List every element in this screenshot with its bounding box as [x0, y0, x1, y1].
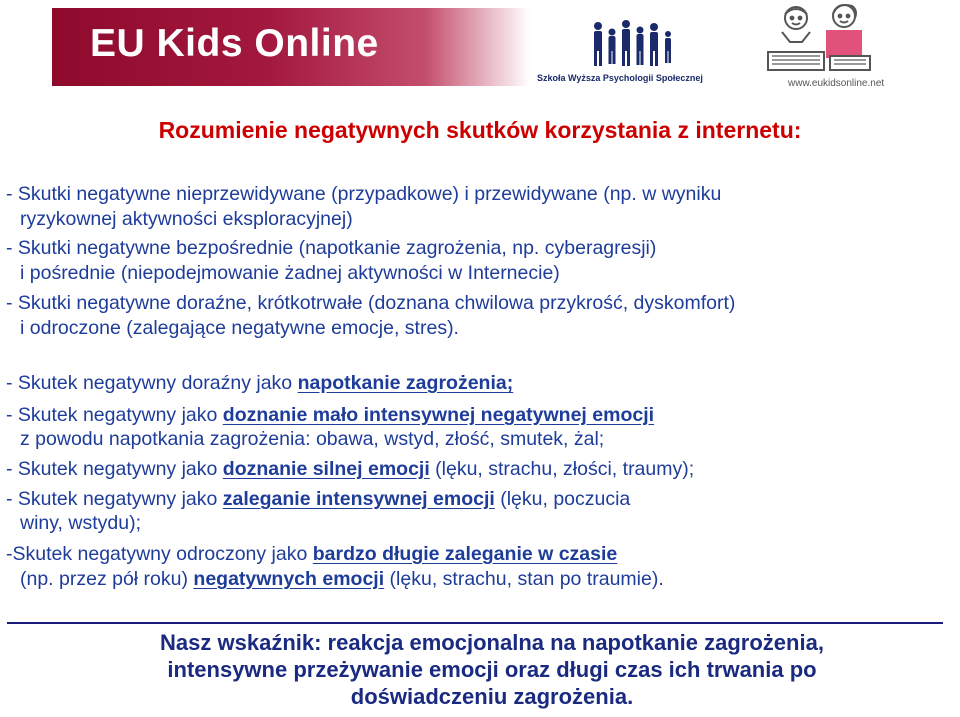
body-line-1: - Skutki negatywne nieprzewidywane (przypadkowe) i przewidywane (np. w wyniku	[6, 183, 722, 205]
effect-line-e2	[20, 570, 664, 590]
effect-c-detail: (lęku, strachu, złości, traumy);	[429, 458, 695, 480]
effect-e-text: -Skutek negatywny odroczony jako	[6, 543, 313, 565]
effect-d-text: - Skutek negatywny jako	[6, 488, 223, 510]
effect-a-emphasis: napotkanie zagrożenia;	[297, 372, 514, 394]
body-line-3: - Skutki negatywne bezpośrednie (napotkanie zagrożenia, np. cyberagresji)	[6, 237, 657, 259]
effect-c-text: - Skutek negatywny jako	[6, 458, 223, 480]
effect-line-b2: z powodu napotkania zagrożenia: obawa, wstyd, złość, smutek, żal;	[20, 428, 605, 450]
effect-a-text: - Skutek negatywny doraźny jako	[6, 372, 298, 394]
effect-d-emphasis: zaleganie intensywnej emocji	[222, 488, 495, 510]
effect-line-c	[6, 460, 694, 480]
conclusion-line-2: intensywne przeżywanie emocji oraz długi czas ich trwania po	[167, 657, 817, 682]
effect-line-e	[6, 545, 617, 565]
eu-kids-online-banner	[52, 8, 530, 86]
effect-line-d2: winy, wstydu);	[20, 512, 141, 534]
effect-b-emphasis: doznanie mało intensywnej negatywnej emocji	[222, 404, 655, 426]
children-at-computer-illustration	[760, 2, 880, 78]
page-title: Rozumienie negatywnych skutków korzystania z internetu:	[158, 117, 802, 143]
website-url: www.eukidsonline.net	[788, 78, 885, 89]
conclusion-line-3: doświadczeniu zagrożenia.	[350, 684, 634, 709]
effect-c-emphasis: doznanie silnej emocji	[222, 458, 430, 480]
people-group-icon	[590, 20, 680, 72]
banner-title: EU Kids Online	[90, 22, 379, 65]
body-line-5: - Skutki negatywne doraźne, krótkotrwałe (doznana chwilowa przykrość, dyskomfort)	[6, 292, 736, 314]
effect-d-detail: (lęku, poczucia	[494, 488, 631, 510]
effect-e-emphasis: bardzo długie zaleganie w czasie	[312, 543, 618, 565]
effect-e2-text: (np. przez pół roku)	[20, 568, 194, 590]
effect-b-text: - Skutek negatywny jako	[6, 404, 223, 426]
body-line-4: i pośrednie (niepodejmowanie żadnej aktywności w Internecie)	[20, 262, 560, 284]
swps-name: Szkoła Wyższa Psychologii Społecznej	[537, 73, 703, 83]
section-divider	[7, 622, 943, 624]
effect-line-b	[6, 406, 654, 426]
body-line-6: i odroczone (zalegające negatywne emocje, stres).	[20, 317, 459, 339]
body-line-2: ryzykownej aktywności eksploracyjnej)	[20, 208, 353, 230]
effect-line-d	[6, 490, 630, 510]
conclusion-line-1: Nasz wskaźnik: reakcja emocjonalna na napotkanie zagrożenia,	[160, 630, 824, 655]
effect-e2-emphasis: negatywnych emocji	[193, 568, 385, 590]
effect-e2-detail: (lęku, strachu, stan po traumie).	[384, 568, 664, 590]
effect-line-a	[6, 374, 513, 394]
